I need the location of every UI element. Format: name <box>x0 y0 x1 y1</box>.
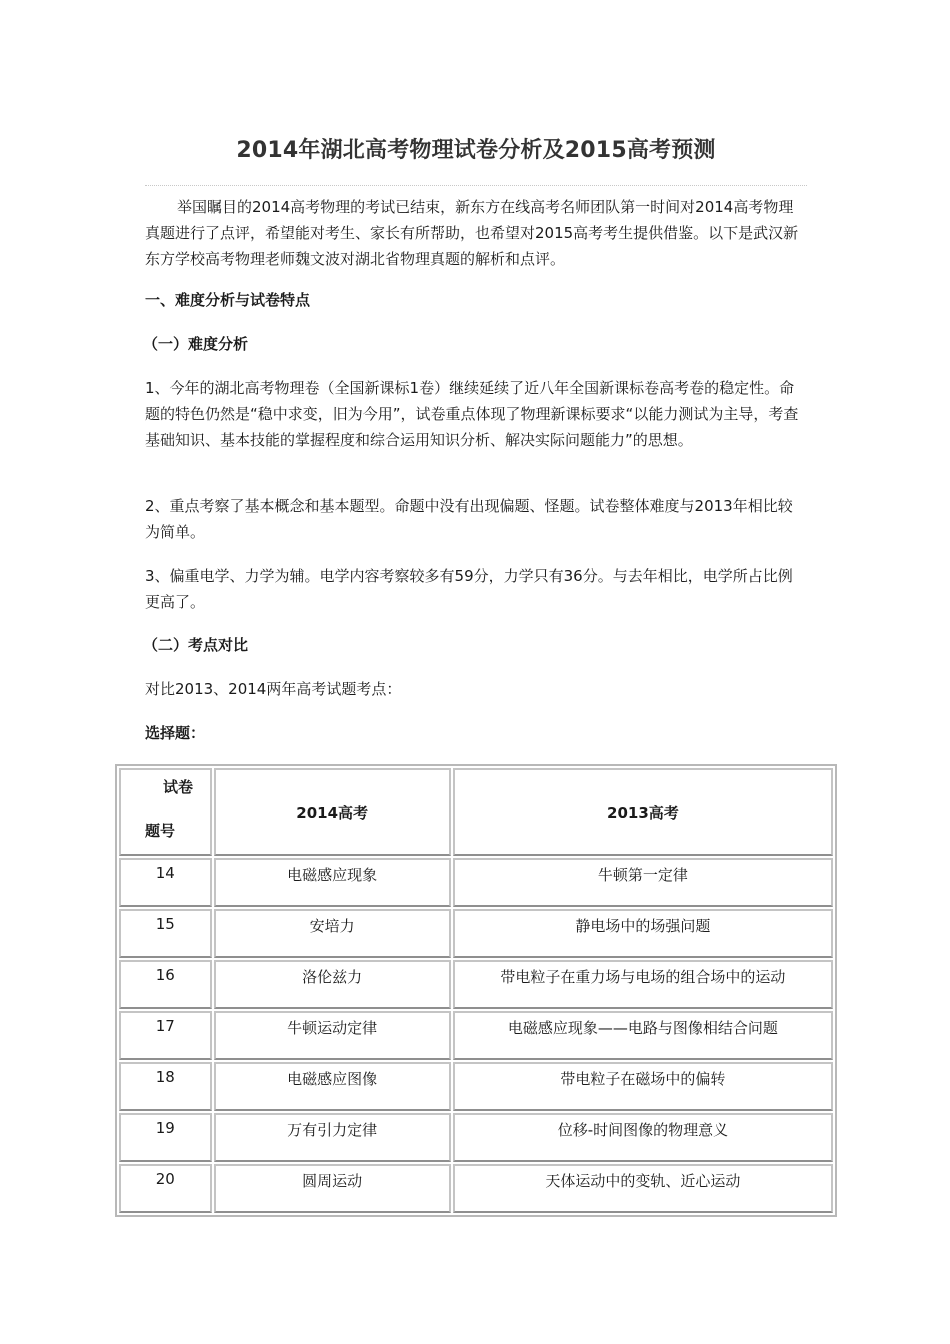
section-heading-1: 一、难度分析与试卷特点 <box>145 291 311 309</box>
subsection-heading-2: （二）考点对比 <box>143 636 249 654</box>
cell-number: 17 <box>119 1011 212 1060</box>
cell-number: 20 <box>119 1164 212 1213</box>
header-line-1: 试卷 <box>163 778 194 796</box>
choice-label: 选择题： <box>145 724 206 742</box>
cell-2014: 牛顿运动定律 <box>214 1011 451 1060</box>
cell-2014: 电磁感应现象 <box>214 858 451 907</box>
cell-2013: 位移-时间图像的物理意义 <box>453 1113 833 1162</box>
header-2013: 2013高考 <box>453 768 833 856</box>
cell-2014: 洛伦兹力 <box>214 960 451 1009</box>
table-row <box>119 909 833 958</box>
cell-number: 18 <box>119 1062 212 1111</box>
table-row <box>119 1164 833 1213</box>
paragraph-3: 3、偏重电学、力学为辅。电学内容考察较多有59分，力学只有36分。与去年相比，电学所占比例更高了。 <box>145 567 793 611</box>
table-row <box>119 858 833 907</box>
table-row <box>119 1062 833 1111</box>
header-2014: 2014高考 <box>214 768 451 856</box>
paragraph-4: 对比2013、2014两年高考试题考点： <box>145 680 402 698</box>
table-row <box>119 960 833 1009</box>
table-header-row <box>119 768 833 856</box>
title-divider <box>145 185 807 186</box>
cell-2013: 带电粒子在重力场与电场的组合场中的运动 <box>453 960 833 1009</box>
cell-number: 16 <box>119 960 212 1009</box>
cell-2014: 电磁感应图像 <box>214 1062 451 1111</box>
subsection-heading-1: （一）难度分析 <box>143 335 249 353</box>
cell-2014: 万有引力定律 <box>214 1113 451 1162</box>
cell-2013: 电磁感应现象——电路与图像相结合问题 <box>453 1011 833 1060</box>
cell-2013: 牛顿第一定律 <box>453 858 833 907</box>
cell-2013: 静电场中的场强问题 <box>453 909 833 958</box>
comparison-table <box>115 764 837 1217</box>
header-line-2: 题号 <box>145 822 176 840</box>
header-question-number <box>119 768 212 856</box>
table-row <box>119 1113 833 1162</box>
paragraph-2: 2、重点考察了基本概念和基本题型。命题中没有出现偏题、怪题。试卷整体难度与2013年相比较为简单。 <box>145 497 793 541</box>
cell-2013: 天体运动中的变轨、近心运动 <box>453 1164 833 1213</box>
table-row <box>119 1011 833 1060</box>
document-title: 2014年湖北高考物理试卷分析及2015高考预测 <box>236 138 716 163</box>
intro-paragraph: 举国瞩目的2014高考物理的考试已结束，新东方在线高考名师团队第一时间对2014高考物理真题进行了点评，希望能对考生、家长有所帮助，也希望对2015高考考生提供借鉴。以下是武汉新东方学校高考物理老师魏文波对湖北省物理真题的解析和点评。 <box>145 198 799 268</box>
cell-number: 15 <box>119 909 212 958</box>
cell-2013: 带电粒子在磁场中的偏转 <box>453 1062 833 1111</box>
cell-2014: 安培力 <box>214 909 451 958</box>
cell-number: 19 <box>119 1113 212 1162</box>
cell-2014: 圆周运动 <box>214 1164 451 1213</box>
cell-number: 14 <box>119 858 212 907</box>
paragraph-1: 1、今年的湖北高考物理卷（全国新课标1卷）继续延续了近八年全国新课标卷高考卷的稳定性。命题的特色仍然是“稳中求变，旧为今用”，试卷重点体现了物理新课标要求“以能力测试为主导，考查基础知识、基本技能的掌握程度和综合运用知识分析、解决实际问题能力”的思想。 <box>145 379 799 449</box>
